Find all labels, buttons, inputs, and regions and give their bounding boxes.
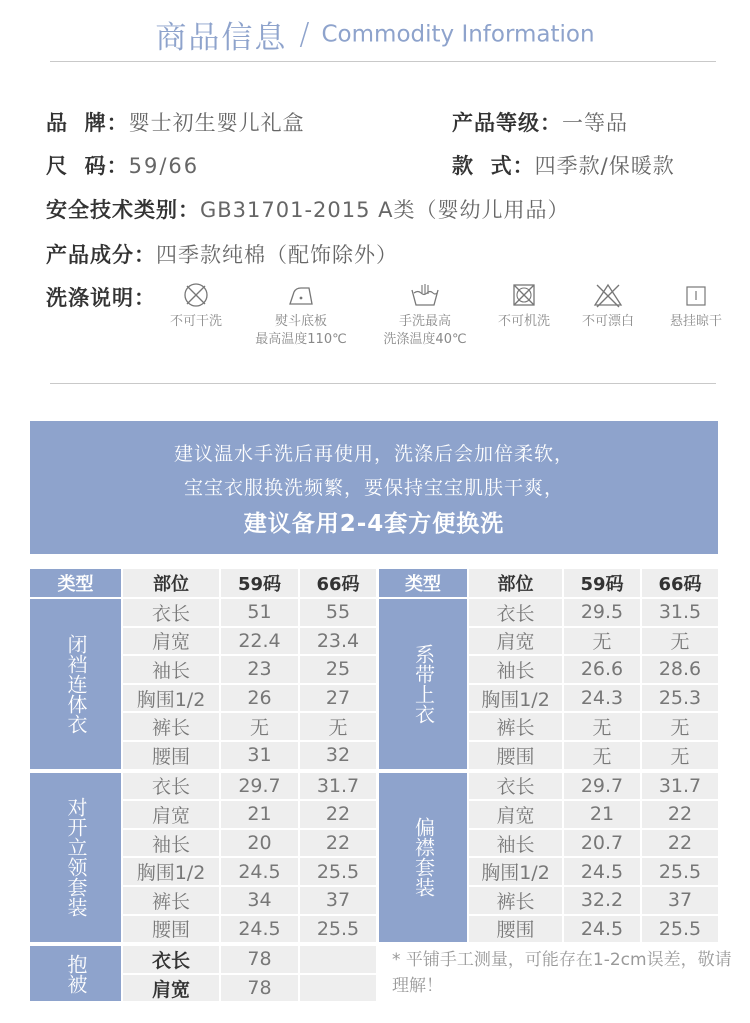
measure-part-cell: 衣长 (469, 599, 562, 626)
size-row: 尺 码：59/66 (46, 154, 200, 178)
measure-value-cell: 22 (300, 830, 376, 857)
measure-part-cell: 袖长 (469, 830, 562, 857)
measure-value-cell: 25.5 (642, 916, 718, 943)
measure-value-cell: 32.2 (564, 887, 640, 914)
size-label: 尺 码 (46, 154, 107, 178)
measure-value-cell: 无 (642, 628, 718, 655)
measure-value-cell: 无 (564, 713, 640, 740)
measure-value-cell: 21 (564, 801, 640, 828)
title-chinese: 商品信息 (155, 20, 288, 56)
measure-value-cell: 31 (221, 742, 298, 769)
care-advice-banner (30, 421, 718, 554)
measure-value-cell: 28.6 (642, 656, 718, 683)
wash-label-row: 洗涤说明： (46, 286, 156, 310)
table-header-left-0: 类型 (30, 569, 121, 597)
wash-item-hand-wash (375, 282, 475, 349)
measurement-note: * 平铺手工测量，可能存在1-2cm误差，敬请理解！ (392, 950, 732, 996)
measure-part-cell: 胸围1/2 (469, 685, 562, 712)
table-header-left-3: 66码 (300, 569, 376, 597)
measure-value-cell: 无 (300, 713, 376, 740)
safety-value: GB31701-2015 A类（婴幼儿用品） (200, 198, 570, 222)
composition-value: 四季款纯棉（配饰除外） (156, 243, 398, 267)
measure-part-cell: 袖长 (123, 830, 219, 857)
measure-part-cell: 肩宽 (469, 628, 562, 655)
measure-value-cell: 34 (221, 887, 298, 914)
measure-value-cell: 无 (564, 628, 640, 655)
title-divider: / (299, 17, 310, 52)
measure-value-cell: 51 (221, 599, 298, 626)
measure-part-cell: 裤长 (123, 713, 219, 740)
measure-value-cell: 20 (221, 830, 298, 857)
garment-type-cell: 对开立领套装 (30, 773, 121, 943)
wash-caption: 不可漂白 (581, 314, 634, 329)
composition-row: 产品成分：四季款纯棉（配饰除外） (46, 243, 398, 267)
wash-caption-sub: 最高温度110℃ (255, 332, 347, 347)
measure-value-cell: 20.7 (564, 830, 640, 857)
no-bleach-icon (593, 282, 623, 308)
table-header-right-2: 59码 (564, 569, 640, 597)
style-value: 四季款/保暖款 (534, 154, 675, 178)
wash-item-hang-dry (646, 282, 746, 331)
garment-type-cell: 抱被 (30, 946, 121, 1001)
measure-value-cell: 32 (300, 742, 376, 769)
advice-line-2: 宝宝衣服换洗频繁，要保持宝宝肌肤干爽， (183, 477, 564, 499)
measure-value-cell: 22.4 (221, 628, 298, 655)
measure-value-cell: 31.5 (642, 599, 718, 626)
top-divider (50, 61, 716, 62)
measure-part-cell: 衣长 (123, 946, 219, 973)
measure-part-cell: 衣长 (123, 773, 219, 800)
measure-value-cell: 无 (564, 742, 640, 769)
wash-label: 洗涤说明 (46, 286, 134, 310)
measure-value-cell: 78 (221, 975, 298, 1002)
wash-caption: 不可干洗 (169, 314, 222, 329)
measure-value-cell: 21 (221, 801, 298, 828)
size-value: 59/66 (128, 154, 200, 178)
table-header-left-2: 59码 (221, 569, 298, 597)
table-header-right-3: 66码 (642, 569, 718, 597)
table-header-right-0: 类型 (379, 569, 467, 597)
measure-value-cell: 31.7 (300, 773, 376, 800)
measure-part-cell: 肩宽 (123, 628, 219, 655)
measure-value-cell: 无 (642, 713, 718, 740)
measure-part-cell: 衣长 (123, 599, 219, 626)
measure-part-cell: 裤长 (123, 887, 219, 914)
measure-part-cell: 袖长 (469, 656, 562, 683)
measure-value-cell: 37 (642, 887, 718, 914)
measure-value-cell: 25.5 (642, 858, 718, 885)
bottom-divider (50, 383, 716, 384)
measure-part-cell: 腰围 (469, 916, 562, 943)
garment-type-cell: 偏襟套装 (379, 773, 467, 943)
measure-value-cell: 26.6 (564, 656, 640, 683)
measure-value-cell: 78 (221, 946, 298, 973)
measure-part-cell: 腰围 (469, 742, 562, 769)
grade-label: 产品等级 (452, 111, 540, 135)
measure-value-cell: 25 (300, 656, 376, 683)
measure-part-cell: 胸围1/2 (469, 858, 562, 885)
hang-dry-icon (683, 282, 709, 308)
measure-value-cell: 25.3 (642, 685, 718, 712)
brand-label: 品 牌 (46, 111, 107, 135)
style-label: 款 式 (452, 154, 513, 178)
style-row: 款 式：四季款/保暖款 (452, 154, 675, 178)
measure-value-cell: 31.7 (642, 773, 718, 800)
section-title (0, 12, 750, 57)
advice-line-1: 建议温水手洗后再使用，洗涤后会加倍柔软， (173, 443, 574, 465)
grade-value: 一等品 (562, 111, 628, 135)
measure-part-cell: 胸围1/2 (123, 858, 219, 885)
safety-row: 安全技术类别：GB31701-2015 A类（婴幼儿用品） (46, 198, 570, 222)
brand-value: 婴士初生婴儿礼盒 (128, 111, 305, 135)
hand-wash-icon (410, 282, 440, 308)
wash-caption-sub: 洗涤温度40℃ (383, 332, 467, 347)
wash-caption: 手洗最高 (398, 314, 451, 329)
safety-label: 安全技术类别 (46, 198, 178, 222)
measure-value-cell: 29.7 (221, 773, 298, 800)
measure-value-cell: 24.3 (564, 685, 640, 712)
measure-part-cell: 腰围 (123, 916, 219, 943)
wash-item-no-bleach (558, 282, 658, 331)
measure-value-cell: 无 (642, 742, 718, 769)
measure-value-cell: 22 (642, 830, 718, 857)
measure-value-cell: 29.5 (564, 599, 640, 626)
measure-value-cell: 25.5 (300, 858, 376, 885)
measure-part-cell: 腰围 (123, 742, 219, 769)
measure-value-cell: 无 (221, 713, 298, 740)
measure-part-cell: 裤长 (469, 887, 562, 914)
wash-caption: 悬挂晾干 (669, 314, 722, 329)
measure-value-cell: 27 (300, 685, 376, 712)
measure-value-cell: 22 (300, 801, 376, 828)
measure-value-cell: 23 (221, 656, 298, 683)
wash-caption: 熨斗底板 (274, 314, 327, 329)
measure-part-cell: 肩宽 (469, 801, 562, 828)
table-header-left-1: 部位 (123, 569, 219, 597)
measure-value-cell: 24.5 (564, 858, 640, 885)
grade-row: 产品等级：一等品 (452, 111, 628, 135)
no-machine-wash-icon (511, 282, 537, 308)
measure-value-cell: 26 (221, 685, 298, 712)
measure-part-cell: 肩宽 (123, 801, 219, 828)
iron-icon (287, 282, 315, 308)
measure-part-cell: 胸围1/2 (123, 685, 219, 712)
measure-value-cell: 23.4 (300, 628, 376, 655)
measure-part-cell: 袖长 (123, 656, 219, 683)
composition-label: 产品成分 (46, 243, 134, 267)
measure-part-cell: 衣长 (469, 773, 562, 800)
measure-value-cell (300, 946, 376, 973)
brand-row: 品 牌：婴士初生婴儿礼盒 (46, 111, 305, 135)
wash-caption: 不可机洗 (497, 314, 550, 329)
measure-value-cell: 22 (642, 801, 718, 828)
measure-value-cell (300, 975, 376, 1002)
measure-part-cell: 裤长 (469, 713, 562, 740)
measure-value-cell: 29.7 (564, 773, 640, 800)
no-tumble-dry-icon (183, 282, 209, 308)
wash-item-no-dry-clean (146, 282, 246, 331)
measure-value-cell: 24.5 (221, 858, 298, 885)
measure-value-cell: 37 (300, 887, 376, 914)
measure-value-cell: 25.5 (300, 916, 376, 943)
measure-part-cell: 肩宽 (123, 975, 219, 1002)
measure-value-cell: 55 (300, 599, 376, 626)
table-header-right-1: 部位 (469, 569, 562, 597)
measure-value-cell: 24.5 (564, 916, 640, 943)
wash-item-iron (251, 282, 351, 349)
title-english: Commodity Information (321, 21, 595, 48)
garment-type-cell: 系带上衣 (379, 599, 467, 769)
measure-value-cell: 24.5 (221, 916, 298, 943)
advice-line-3: 建议备用2-4套方便换洗 (243, 511, 505, 537)
garment-type-cell: 闭裆连体衣 (30, 599, 121, 769)
